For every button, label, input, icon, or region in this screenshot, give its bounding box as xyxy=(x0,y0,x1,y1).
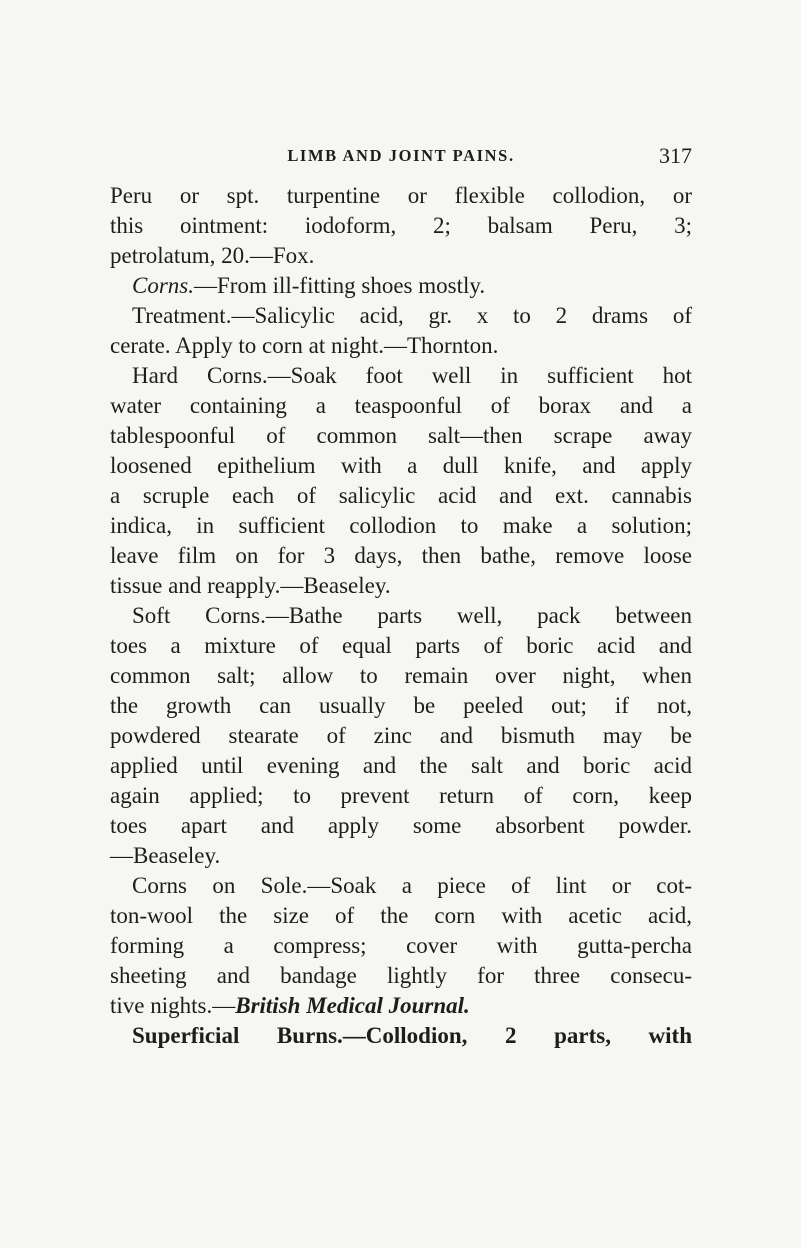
running-head xyxy=(110,141,692,171)
journal-citation: British Medical Journal. xyxy=(235,993,470,1018)
text-line: leave film on for 3 days, then bathe, remove loose xyxy=(110,543,692,568)
text-line: toes a mixture of equal parts of boric acid and xyxy=(110,633,692,658)
text-line: —Beaseley. xyxy=(110,843,221,868)
text-line: toes apart and apply some absorbent powder. xyxy=(110,813,692,838)
text-line: loosened epithelium with a dull knife, and apply xyxy=(110,453,692,478)
text-line: water containing a teaspoonful of borax and a xyxy=(110,393,692,418)
running-title: LIMB AND JOINT PAINS. xyxy=(287,146,515,165)
text-line: ton-wool the size of the corn with acetic acid, xyxy=(110,903,692,928)
text-line: forming a compress; cover with gutta-percha xyxy=(110,933,692,958)
page-number: 317 xyxy=(659,143,692,168)
text-line: tablespoonful of common salt—then scrape away xyxy=(110,423,692,448)
text-line: powdered stearate of zinc and bismuth may be xyxy=(110,723,692,748)
text-line: indica, in sufficient collodion to make a solution; xyxy=(110,513,692,538)
text-line: petrolatum, 20.—Fox. xyxy=(110,243,315,268)
text-line: Corns.—From ill-fitting shoes mostly. xyxy=(132,273,486,298)
text-line: Peru or spt. turpentine or flexible collodion, or xyxy=(110,183,692,208)
text-line: the growth can usually be peeled out; if not, xyxy=(110,693,692,718)
text-line: Corns on Sole.—Soak a piece of lint or cot- xyxy=(132,873,692,898)
text-line: Treatment.—Salicylic acid, gr. x to 2 drams of xyxy=(132,303,692,328)
text-line: tive nights.—British Medical Journal. xyxy=(110,993,470,1018)
text-line: common salt; allow to remain over night, when xyxy=(110,663,692,688)
text-line: Hard Corns.—Soak foot well in sufficient hot xyxy=(132,363,692,388)
text-line: applied until evening and the salt and boric acid xyxy=(110,753,692,778)
text-line: cerate. Apply to corn at night.—Thornton. xyxy=(110,333,499,358)
text-line: sheeting and bandage lightly for three consecu- xyxy=(110,963,692,988)
text-line: Soft Corns.—Bathe parts well, pack between xyxy=(132,603,692,628)
corns-heading: Corns. xyxy=(132,273,194,298)
text-line: again applied; to prevent return of corn, keep xyxy=(110,783,692,808)
text-line: tissue and reapply.—Beaseley. xyxy=(110,573,391,598)
body-text xyxy=(110,181,692,1051)
text-line: this ointment: iodoform, 2; balsam Peru, 3; xyxy=(110,213,692,238)
text-line: a scruple each of salicylic acid and ext. cannabis xyxy=(110,483,692,508)
text-line: Superficial Burns.—Collodion, 2 parts, with xyxy=(132,1023,692,1048)
